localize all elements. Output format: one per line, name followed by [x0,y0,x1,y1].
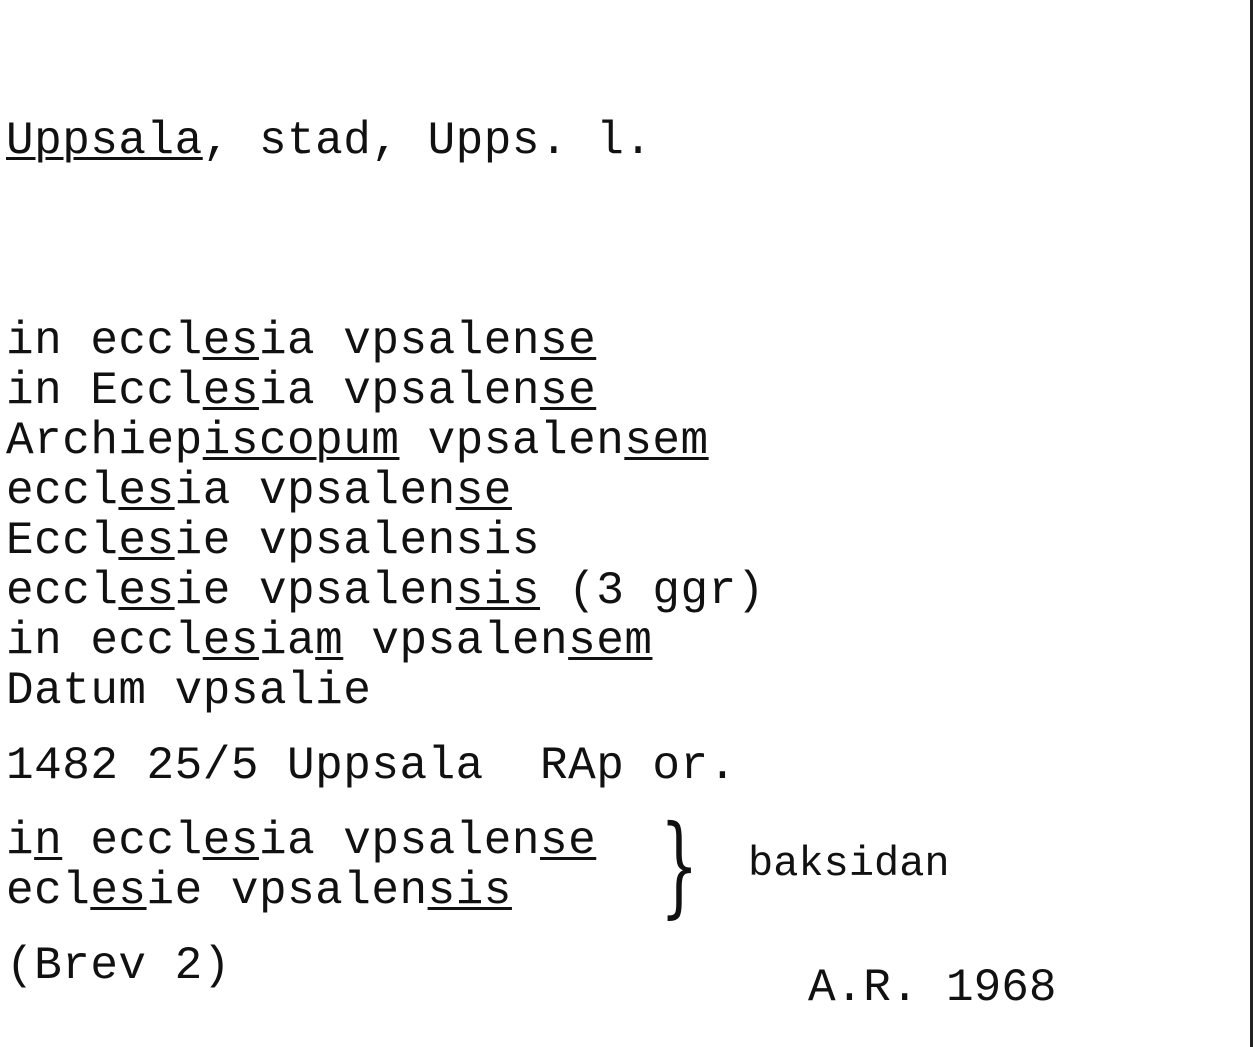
underlined-segment: sem [568,615,653,667]
underlined-segment: iscopum [202,415,400,467]
underlined-segment: n [34,815,63,867]
word-form-line [6,665,372,717]
text-segment: (3 ggr) [540,565,765,617]
text-segment: ecl [6,865,91,917]
word-form-line [6,415,709,467]
text-segment: ie vpsalen [174,565,456,617]
text-segment: Archiep [6,415,203,467]
underlined-segment: es [90,865,147,917]
card-heading [6,115,653,167]
word-form-line [6,315,597,367]
text-segment: ia [258,615,316,667]
underlined-segment: es [202,365,259,417]
underlined-segment: es [202,315,259,367]
text-segment: eccl [62,815,203,867]
underlined-segment: se [540,365,597,417]
text-segment: ia vpsalen [258,365,540,417]
text-segment: in eccl [6,315,203,367]
word-form-line [6,865,512,917]
text-segment: ia vpsalen [258,315,540,367]
text-segment: ia vpsalen [174,465,456,517]
underlined-segment: se [540,315,597,367]
underlined-segment: es [118,565,175,617]
word-form-line [6,615,653,667]
text-segment: vpsalen [399,415,625,467]
underlined-segment: sis [427,865,512,917]
text-segment: Datum vpsalie [6,665,372,717]
signature: A.R. 1968 [808,962,1057,1014]
word-form-line [6,365,597,417]
text-segment: ia vpsalen [258,815,541,867]
text-segment: eccl [6,565,119,617]
underlined-segment: se [455,465,512,517]
text-segment: vpsalen [343,615,569,667]
underlined-segment: m [315,615,344,667]
word-form-line [6,815,597,867]
word-form-line [6,515,540,567]
underlined-segment: es [118,515,175,567]
underlined-segment: es [202,615,259,667]
text-segment: i [6,815,35,867]
text-segment: in eccl [6,615,203,667]
underlined-segment: sis [455,565,541,617]
source-reference: 1482 25/5 Uppsala RAp or. [6,740,737,792]
underlined-segment: es [118,465,175,517]
underlined-segment: se [540,815,597,867]
text-segment: Eccl [6,515,119,567]
letter-reference: (Brev 2) [6,940,231,992]
text-segment: ie vpsalensis [174,515,540,567]
card-edge-line [1250,0,1253,1047]
underlined-segment: es [202,815,259,867]
curly-bracket: } [660,801,699,929]
text-segment: in Eccl [6,365,203,417]
text-segment: ie vpsalen [146,865,428,917]
place-details: , stad, Upps. l. [202,115,653,167]
place-name: Uppsala [6,115,203,167]
baksidan-note: baksidan [748,840,950,888]
text-segment: eccl [6,465,119,517]
word-form-line [6,565,765,617]
word-form-line [6,465,512,517]
underlined-segment: sem [624,415,709,467]
